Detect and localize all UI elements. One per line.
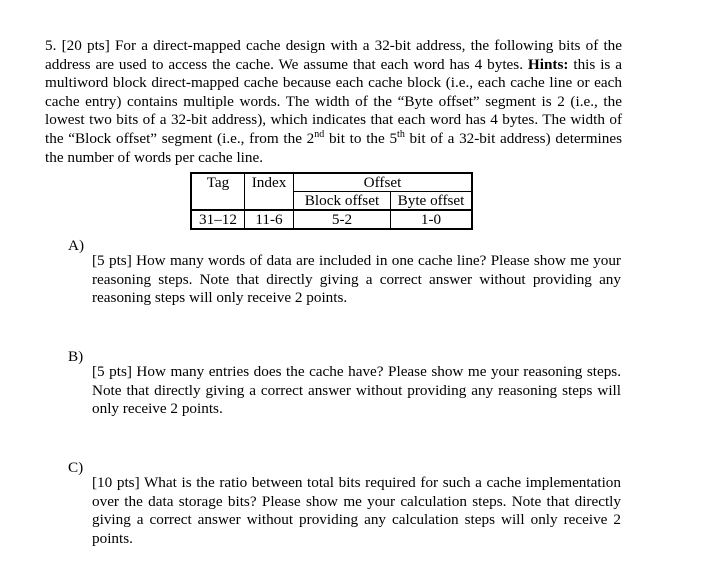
index-bits: 11-6 [245,210,294,229]
hints-text-a: this is a multiword block direct-mapped cache because each cache block (i.e., each cache line or each cache entry) contains multiple words. The width of the “Byte offset” segment is 2 (i.e., the lowest two bits of a 32-bit address), which indicates that each word has 4 bytes. The width of the “Block offset” segment (i.e., from the 2 [45,55,622,147]
question-intro: For a direct-mapped cache design with a 32-bit address, the following bits of the address are used to access the cache. We assume that each word has 4 bytes. [45,37,623,73]
hints-sup-th: th [397,128,405,140]
hints-label: Hints: [527,55,569,73]
subquestion-text: [10 pts] What is the ratio between total bits required for such a cache implementation over the data storage bits? Please show me your calculation steps. Note that directly giving a correct answer without providing any calculation steps will only receive 2 points. [92,474,621,547]
address-bits-table [190,172,473,230]
subquestion-text: [5 pts] How many words of data are included in one cache line? Please show me your reasoning steps. Note that directly giving a correct answer without providing any reasoning steps will only receive 2 points. [92,252,621,307]
subquestion-b [68,348,621,434]
byte-offset-header: Byte offset [391,192,473,211]
table-row [191,210,472,229]
question-paragraph [45,37,622,167]
subquestion-a [68,237,621,323]
question-block [45,37,622,167]
subquestion-label: B) [68,348,84,365]
subquestion-label: A) [68,237,85,254]
hints-sup-nd: nd [314,128,325,140]
index-header: Index [245,173,294,210]
block-offset-header: Block offset [294,192,391,211]
tag-bits: 31–12 [191,210,245,229]
byte-offset-bits: 1-0 [391,210,473,229]
table-row [191,173,472,192]
subquestion-text: [5 pts] How many entries does the cache have? Please show me your reasoning steps. Note that directly giving a correct answer without providing any reasoning steps will only receive 2 points. [92,363,621,418]
offset-header: Offset [294,173,473,192]
subquestion-c [68,459,621,564]
hints-text-b: bit to the 5 [324,129,398,147]
subquestion-label: C) [68,459,84,476]
question-number: 5. [45,37,57,54]
question-points: [20 pts] [61,37,110,54]
hints-text-c: bit of a 32-bit address) determines the number of words per cache line. [45,129,622,166]
tag-header: Tag [191,173,245,210]
block-offset-bits: 5-2 [294,210,391,229]
